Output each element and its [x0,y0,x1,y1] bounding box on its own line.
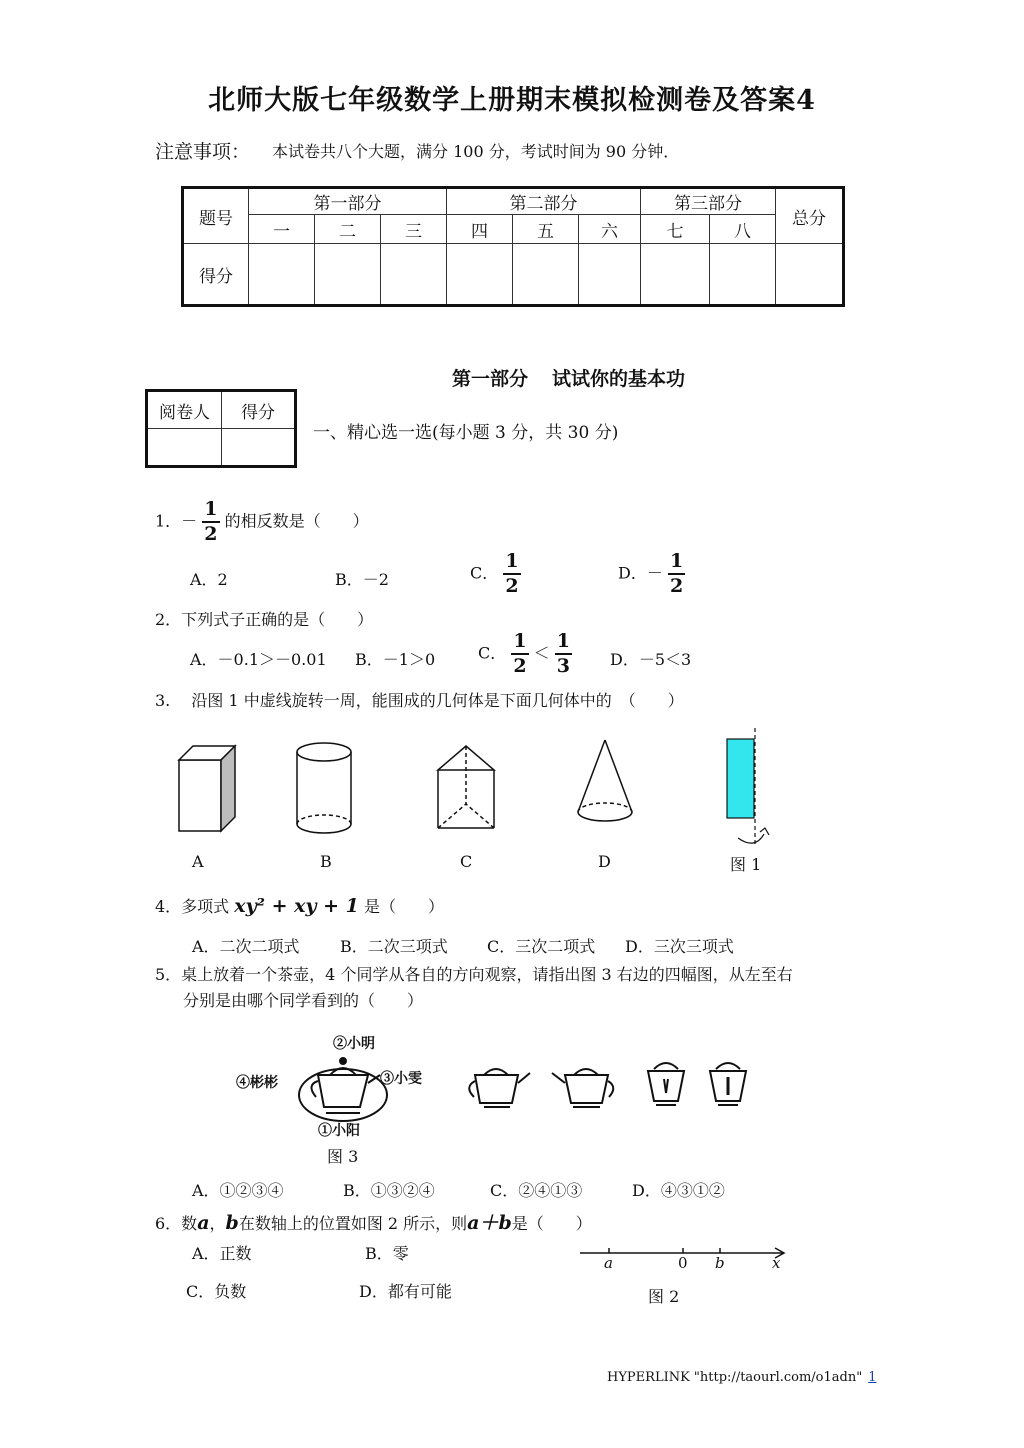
q2-c-n1: 1 [511,632,528,655]
question-5-line-1: 5．桌上放着一个茶壶，4 个同学从各自的方向观察，请指出图 3 右边的四幅图，从左至右 [155,965,793,984]
q2-c-rel: ＜ [533,643,550,663]
q6-comma: ， [209,1214,226,1233]
q4-stem: 4．多项式 [155,897,230,916]
q4-option-a: A．二次二项式 [192,937,300,956]
score-cell [579,244,641,306]
rotation-rectangle [727,728,769,846]
question-3: 3. 沿图 1 中虚线旋转一周，能围成的几何体是下面几何体中的 （ ） [155,691,684,710]
score-table-part-1: 第一部分 [249,188,447,215]
axis-label-zero: 0 [678,1254,688,1272]
notice-label: 注意事项： [155,141,251,163]
q1-option-c [470,552,521,596]
footer-hyperlink-text: HYPERLINK "http://taourl.com/o1adn" [607,1370,863,1385]
q4-option-c: C．三次二项式 [487,937,596,956]
score-table-num-8: 八 [710,215,776,244]
q3-label-d: D [598,852,611,871]
q2-option-c [478,632,572,676]
score-table-defen: 得分 [183,244,249,306]
q5-option-b: B．①③②④ [343,1181,435,1200]
score-cell [249,244,315,306]
score-cell [381,244,447,306]
q2-c-d2: 3 [556,655,571,677]
q6-fig-label: 图 2 [648,1287,680,1306]
q5-option-a: A．①②③④ [192,1181,284,1200]
cylinder-figure [297,743,351,833]
q1-frac-num: 1 [202,500,219,523]
cuboid-figure [179,746,235,831]
q3-figures [0,728,1024,868]
score-cell [513,244,579,306]
q3-label-b: B [320,852,332,871]
q2-c-n2: 1 [555,632,572,655]
q6-option-d: D．都有可能 [359,1282,452,1301]
q1-option-d-frac [668,552,685,596]
document-title: 北师大版七年级数学上册期末模拟检测卷及答案4 [208,85,816,116]
grader-table [145,389,297,468]
person-xiaoming: ②小明 [333,1036,375,1052]
q5-option-d: D．④③①② [632,1181,725,1200]
part1-header: 一、精心选一选(每小题 3 分，共 30 分) [313,423,619,443]
q4-expression: xy² + xy + 1 [234,895,359,917]
q6-expression: a＋b [467,1212,512,1234]
score-table-zongfen: 总分 [776,188,844,244]
teapot-main [299,1058,387,1121]
prism-figure [438,746,494,828]
q1-option-c-label: C． [470,563,499,583]
grader-reviewer-label: 阅卷人 [147,391,222,429]
score-table-num-2: 二 [315,215,381,244]
q3-label-c: C [460,852,473,871]
q2-option-c-label: C． [478,643,507,663]
q1-option-d-label: D．－ [618,563,663,583]
q2-option-b: B．－1＞0 [355,650,436,669]
score-cell [447,244,513,306]
score-table-num-3: 三 [381,215,447,244]
score-table-num-7: 七 [641,215,710,244]
q3-label-a: A [192,852,204,871]
teapot-figures [0,1025,1024,1165]
score-table-num-4: 四 [447,215,513,244]
q2-c-frac-2 [555,632,572,676]
score-cell [710,244,776,306]
question-6 [155,1208,592,1235]
q1-tail: 的相反数是（ ） [224,511,369,531]
q6-stem-post: 是（ ） [511,1214,592,1233]
page-number-link[interactable]: 1 [868,1370,877,1385]
axis-label-b: b [715,1254,725,1272]
teapot-view-4 [710,1063,746,1105]
score-table-num-5: 五 [513,215,579,244]
q1-c-den: 2 [505,575,519,597]
q2-c-frac-1 [511,632,528,676]
score-table-part-2: 第二部分 [447,188,641,215]
question-1 [155,500,369,544]
score-table [181,186,845,307]
grader-cell [222,429,296,467]
teapot-view-2 [552,1069,613,1107]
q3-label-fig1: 图 1 [730,855,762,874]
person-xiaowen: ③小雯 [380,1071,422,1087]
q6-option-b: B．零 [365,1244,409,1263]
q2-option-a: A．－0.1＞－0.01 [190,650,327,669]
score-table-tihao: 题号 [183,188,249,244]
q6-var-a: a [197,1212,210,1234]
cone-figure [578,740,632,821]
q5-option-c: C．②④①③ [490,1181,583,1200]
section-title-subtitle: 试试你的基本功 [552,368,686,390]
score-table-num-6: 六 [579,215,641,244]
q6-stem-pre: 6．数 [155,1214,198,1233]
q1-option-b: B．－2 [335,570,389,589]
q6-option-a: A．正数 [192,1244,252,1263]
question-5-line-2: 分别是由哪个同学看到的（ ） [183,991,424,1010]
q6-var-b: b [225,1212,239,1234]
q1-fraction [202,500,219,544]
q4-tail: 是（ ） [363,897,444,916]
footer [607,1370,877,1385]
score-cell [315,244,381,306]
score-cell [776,244,844,306]
q6-stem-mid: 在数轴上的位置如图 2 所示，则 [238,1214,468,1233]
question-2: 2．下列式子正确的是（ ） [155,610,374,629]
section-title-part: 第一部分 [452,368,529,390]
axis-label-x: x [772,1254,781,1272]
person-xiaoyang: ①小阳 [318,1123,360,1139]
q1-d-num: 1 [668,552,685,575]
score-table-num-1: 一 [249,215,315,244]
q1-number: 1．－ [155,511,198,531]
q6-option-c: C．负数 [186,1282,247,1301]
score-table-part-3: 第三部分 [641,188,776,215]
q2-c-d1: 2 [513,655,527,677]
notice-text: 本试卷共八个大题，满分 100 分，考试时间为 90 分钟． [272,142,680,161]
q1-c-num: 1 [503,552,520,575]
q1-d-den: 2 [669,575,684,597]
question-4 [155,894,444,917]
person-binbin: ④彬彬 [236,1075,278,1091]
q4-option-b: B．二次三项式 [340,937,448,956]
teapot-view-3 [648,1063,684,1105]
q1-option-c-frac [503,552,520,596]
q4-option-d: D．三次三项式 [625,937,734,956]
section-title [452,364,685,391]
q1-option-d [618,552,685,596]
q2-option-d: D．－5＜3 [610,650,692,669]
q5-fig-label: 图 3 [327,1147,359,1166]
q1-frac-den: 2 [204,523,218,545]
q1-option-a: A．2 [190,570,228,589]
grader-cell [147,429,222,467]
grader-score-label: 得分 [222,391,296,429]
teapot-view-1 [469,1069,530,1107]
score-cell [641,244,710,306]
axis-label-a: a [604,1254,613,1272]
